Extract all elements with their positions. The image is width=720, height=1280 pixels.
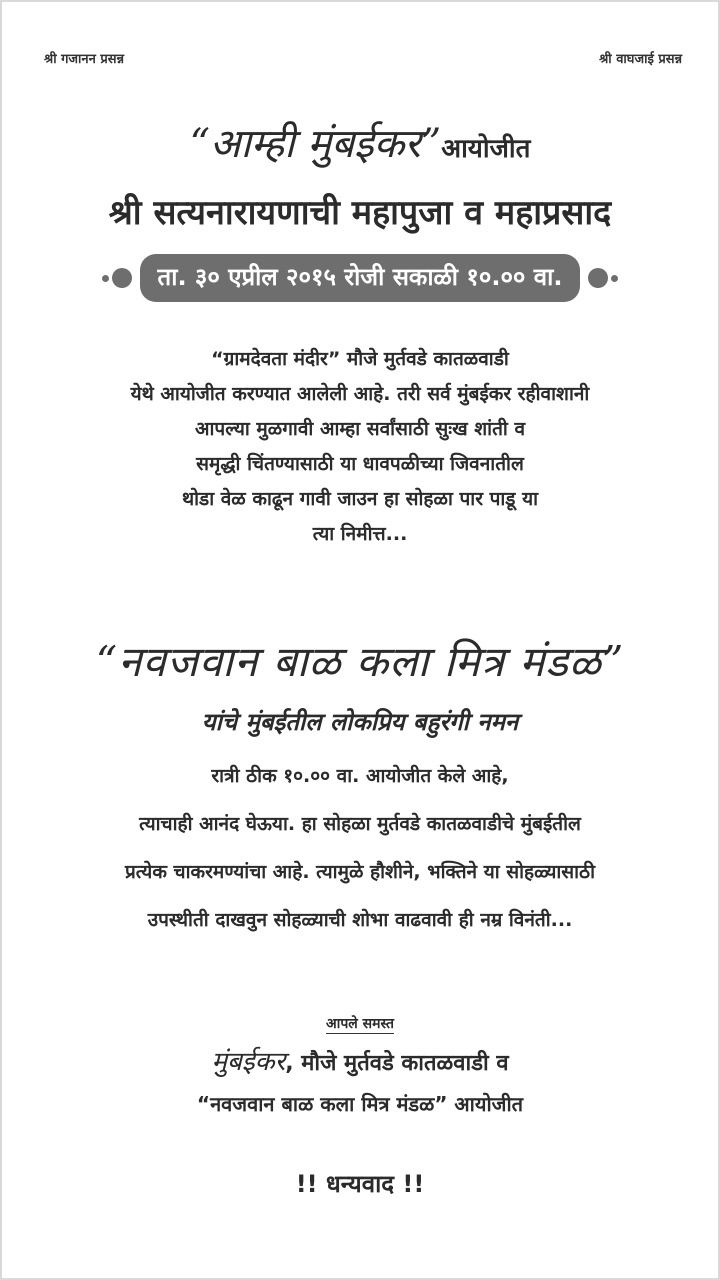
left-dots-ornament bbox=[102, 268, 132, 288]
body2-line: रात्री ठीक १०.०० वा. आयोजीत केले आहे, bbox=[211, 765, 509, 787]
right-dots-ornament bbox=[588, 268, 618, 288]
group-name: “आम्ही मुंबईकर” bbox=[189, 121, 442, 167]
samast-text: आपले समस्त bbox=[326, 1016, 394, 1032]
mandal-subtitle: यांचे मुंबईतील लोकप्रिय बहुरंगी नमन bbox=[201, 707, 519, 736]
body-line: थोडा वेळ काढून गावी जाउन हा सोहळा पार पाडू या bbox=[181, 488, 539, 510]
thanks-text: !! धन्यवाद !! bbox=[295, 1170, 425, 1198]
mandal-name: “नवजवान बाळ कला मित्र मंडळ” bbox=[95, 637, 625, 686]
body-paragraph bbox=[2, 342, 718, 552]
organized-by: आयोजीत bbox=[441, 134, 531, 164]
left-blessing: श्री गजानन प्रसन्न bbox=[44, 52, 124, 67]
body-line: “ग्रामदेवता मंदीर” मौजे मुर्तवडे कातळवाडी bbox=[211, 348, 509, 370]
closing-line-1 bbox=[2, 1042, 718, 1078]
closing-line-1-rest: , मौजे मुर्तवडे कातळवाडी व bbox=[285, 1051, 509, 1076]
event-title: श्री सत्यनारायणाची महापुजा व महाप्रसाद bbox=[108, 193, 612, 233]
samast-label bbox=[2, 1014, 718, 1033]
date-pill: ता. ३० एप्रील २०१५ रोजी सकाळी १०.०० वा. bbox=[140, 254, 581, 301]
date-banner bbox=[2, 250, 718, 306]
body-line: येथे आयोजीत करण्यात आलेली आहे. तरी सर्व मुंबईकर रहीवाशानी bbox=[130, 383, 590, 405]
body-paragraph-2 bbox=[2, 752, 718, 944]
heading bbox=[2, 114, 718, 169]
body-line: समृद्धी चिंतण्यासाठी या धावपळीच्या जिवनातील bbox=[196, 453, 524, 475]
body2-line: उपस्थीती दाखवुन सोहळ्याची शोभा वाढवावी ही नम्र विनंती... bbox=[147, 909, 573, 931]
right-blessing: श्री वाघजाई प्रसन्न bbox=[599, 52, 682, 67]
body-line: त्या निमीत्त... bbox=[312, 523, 408, 545]
body2-line: प्रत्येक चाकरमण्यांचा आहे. त्यामुळे हौशीने, भक्तिने या सोहळ्यासाठी bbox=[124, 861, 595, 883]
closing-line-2: “नवजवान बाळ कला मित्र मंडळ” आयोजीत bbox=[196, 1092, 524, 1116]
body2-line: त्याचाही आनंद घेऊया. हा सोहळा मुर्तवडे कातळवाडीचे मुंबईतील bbox=[139, 813, 581, 835]
mumbaikar-text: मुंबईकर bbox=[211, 1047, 286, 1077]
body-line: आपल्या मुळगावी आम्हा सर्वांसाठी सुःख शांती व bbox=[194, 418, 526, 440]
